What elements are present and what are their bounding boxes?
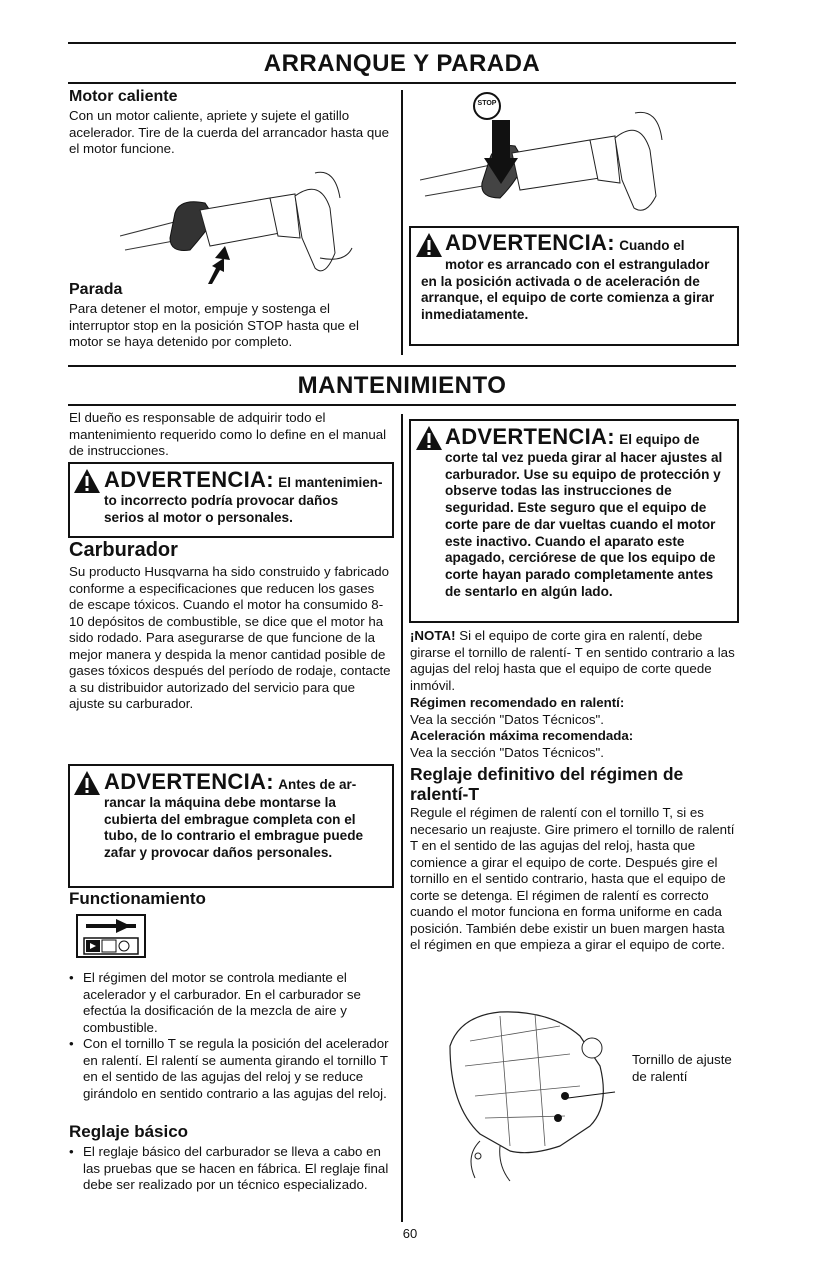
right-column-text [410, 628, 736, 954]
column-divider-top [401, 90, 403, 355]
motor-caliente-block [69, 88, 391, 158]
nota-text: Si el equipo de corte gira en ralentí, debe girarse el tornillo de ralentí- T en sentido contrario a las agujas del reloj hasta que el equipo de corte quede inmóvil. [410, 628, 735, 693]
parada-heading: Parada [69, 281, 123, 298]
funcionamiento-heading-block [69, 889, 391, 909]
section-title-arranque: ARRANQUE Y PARADA [263, 50, 541, 77]
warning-carburador-box [409, 419, 739, 623]
aceleracion-maxima-text: Vea la sección "Datos Técnicos". [410, 744, 604, 760]
stop-label: STOP [477, 100, 497, 107]
intro-text: El dueño es responsable de adquirir todo el mantenimiento requerido como lo define en el manual de instrucciones. [69, 410, 387, 458]
warning-arranque-title: ADVERTENCIA: [445, 230, 615, 255]
funcionamiento-bullet-2: • Con el tornillo T se regula la posición del acelerador en ralentí. El ralentí se aumenta girando el tornillo T en el sentido de las agujas del reloj y se reduce girándolo en sentido contrario a las agujas del reloj. [69, 1036, 391, 1102]
reglaje-definitivo-text: Regule el régimen de ralentí con el tornillo T, si es necesario un reajuste. Gire primero el tornillo de ralentí T en el sentido de las agujas del reloj, hasta que comience a girar el equipo de corte. Después gire el tornillo en el sentido contrario, hasta que el equipo de corte se detenga. El régimen de ralentí es correcto cuando el motor funciona en forma uniforme en cada posición. También debe existir un buen margen hasta el régimen en que empieza a girar el equipo de corte. [410, 805, 735, 952]
top-rule [68, 42, 736, 44]
idle-screw-label: Tornillo de ajuste de ralentí [632, 1052, 732, 1084]
parada-text: Para detener el motor, empuje y sostenga el interruptor stop en la posición STOP hasta que el motor se haya detenido por completo. [69, 301, 359, 349]
warning-mantenimiento-title: ADVERTENCIA: [104, 467, 274, 492]
section-rule-1 [68, 365, 736, 367]
motor-caliente-heading: Motor caliente [69, 88, 178, 105]
warning-embrague-title: ADVERTENCIA: [104, 769, 274, 794]
funcionamiento-bullet-1: • El régimen del motor se controla mediante el acelerador y el carburador. En el carburador se efectúa la dosificación de la mezcla de aire y combustible. [69, 970, 391, 1036]
nota-paragraph [410, 628, 736, 694]
title-rule [68, 82, 736, 84]
nota-label: ¡NOTA! [410, 628, 456, 643]
regimen-recomendado-heading: Régimen recomendado en ralentí: [410, 695, 625, 710]
warning-arranque-box [409, 226, 739, 346]
regimen-recomendado-text: Vea la sección "Datos Técnicos". [410, 711, 604, 727]
aceleracion-maxima-heading: Aceleración máxima recomendada: [410, 728, 634, 743]
warning-arranque-text: motor es arrancado con el estrangulador en la posición activada o de aceleración de arranque, el equipo de corte comienza a girar inmediatamente. [421, 257, 715, 323]
funcionamiento-heading: Functionamiento [69, 889, 206, 908]
reglaje-basico-bullet-1: • El reglaje básico del carburador se lleva a cabo en las pruebas que se hacen en fábrica. El reglaje final debe ser realizado por un técnico especializado. [69, 1144, 391, 1194]
warning-carburador-text: corte tal vez pueda girar al hacer ajustes al carburador. Use su equipo de protección y observe todas las instrucciones de seguridad. Este seguro que el equipo de corte pare de dar vueltas cuando el motor este inactivo. Cuando el aparato este apagado, cerciórese de que los equipo de corte hayan parado completamente antes de sentarlo en algún lado. [445, 450, 723, 599]
warning-mantenimiento-box [68, 462, 394, 538]
warning-arranque-lead: Cuando el [619, 238, 685, 253]
idle-screw-illustration [440, 1006, 620, 1182]
reglaje-basico-block [69, 1122, 391, 1194]
warning-triangle-icon [415, 232, 443, 258]
warning-embrague-lead: Antes de ar- [278, 777, 357, 792]
warning-embrague-box [68, 764, 394, 888]
motor-caliente-text: Con un motor caliente, apriete y sujete el gatillo acelerador. Tire de la cuerda del arrancador hasta que el motor funcione. [69, 108, 390, 156]
warning-triangle-icon [73, 770, 101, 796]
carburador-block [69, 539, 391, 713]
intro-block [69, 410, 391, 460]
reglaje-definitivo-heading: Reglaje definitivo del régimen de ralentí-T [410, 764, 684, 804]
warning-triangle-icon [415, 425, 443, 451]
funcionamiento-bullets [69, 970, 391, 1102]
reglaje-basico-heading: Reglaje básico [69, 1122, 189, 1141]
stop-switch-illustration [420, 88, 720, 218]
carburador-text: Su producto Husqvarna ha sido construido y fabricado conforme a especificaciones que reducen los gases de escape tóxicos. Cuando el motor ha consumido 8-10 depósitos de combustible, se dice que el motor ha sido rodado. Para asegurarse de que funcione de la mejor manera y despida la menor cantidad posible de gases tóxicos después del período de rodaje, contacte a su distribuidor autorizado del servicio para que ajuste su carburador. [69, 564, 391, 711]
warning-carburador-title: ADVERTENCIA: [445, 424, 615, 449]
warning-triangle-icon [73, 468, 101, 494]
section-rule-2 [68, 404, 736, 406]
warning-mantenimiento-lead: El mantenimien- [278, 475, 383, 490]
page-number: 60 [402, 1226, 418, 1241]
warning-mantenimiento-text: to incorrecto podría provocar daños serios al motor o personales. [104, 493, 339, 525]
carburetor-icon [76, 914, 146, 958]
section-title-mantenimiento: MANTENIMIENTO [297, 372, 507, 399]
parada-block [69, 281, 391, 351]
column-divider-main [401, 414, 403, 1222]
warning-embrague-text: rancar la máquina debe montarse la cubierta del embrague completa con el tubo, de lo contrario el embrague puede zafar y provocar daños personales. [104, 795, 364, 861]
throttle-handle-illustration [120, 158, 360, 288]
carburador-heading: Carburador [69, 539, 178, 561]
warning-carburador-lead: El equipo de [619, 432, 700, 447]
